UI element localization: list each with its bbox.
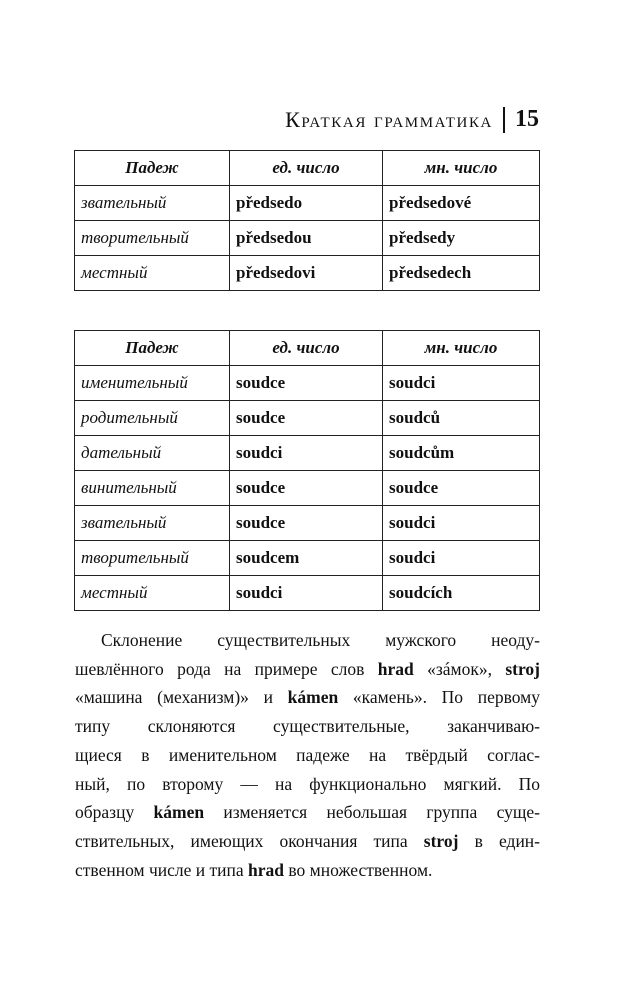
example-word: hrad	[248, 859, 284, 880]
plural-form: soudci	[383, 366, 540, 401]
text-line: образцу kámen изменяется небольшая группа суще-	[75, 802, 540, 823]
case-name: местный	[75, 256, 230, 291]
header-singular: ед. число	[230, 151, 383, 186]
example-word: kámen	[287, 687, 339, 708]
example-word: kámen	[153, 802, 205, 823]
table-row	[75, 186, 540, 221]
singular-form: soudci	[230, 436, 383, 471]
plural-form: předsedové	[383, 186, 540, 221]
case-name: звательный	[75, 186, 230, 221]
table-row	[75, 256, 540, 291]
table-row	[75, 401, 540, 436]
case-name: творительный	[75, 221, 230, 256]
plural-form: soudci	[383, 506, 540, 541]
table-row	[75, 506, 540, 541]
text-line: ственном числе и типа hrad во множественном.	[75, 859, 433, 880]
plural-form: soudců	[383, 401, 540, 436]
text-line: Склонение существительных мужского неоду-	[101, 630, 540, 650]
text-line: шевлённого рода на примере слов hrad «зáмок», stroj	[75, 658, 540, 679]
body-paragraph	[75, 626, 540, 884]
case-name: именительный	[75, 366, 230, 401]
header-singular: ед. число	[230, 331, 383, 366]
case-name: местный	[75, 576, 230, 611]
singular-form: soudce	[230, 471, 383, 506]
singular-form: předsedo	[230, 186, 383, 221]
singular-form: soudce	[230, 366, 383, 401]
text-line: ствительных, имеющих окончания типа stroj в един-	[75, 830, 540, 851]
text-line: типу склоняются существительные, заканчиваю-	[75, 716, 540, 737]
example-word: stroj	[423, 830, 459, 851]
case-name: родительный	[75, 401, 230, 436]
table-row	[75, 436, 540, 471]
table-row	[75, 576, 540, 611]
singular-form: soudce	[230, 401, 383, 436]
singular-form: soudci	[230, 576, 383, 611]
declension-table-2	[74, 330, 540, 611]
running-header	[285, 106, 539, 133]
case-name: винительный	[75, 471, 230, 506]
singular-form: soudce	[230, 506, 383, 541]
header-plural: мн. число	[383, 331, 540, 366]
singular-form: soudcem	[230, 541, 383, 576]
declension-table-1	[74, 150, 540, 291]
section-title: Краткая грамматика	[285, 106, 493, 132]
plural-form: soudce	[383, 471, 540, 506]
table-row	[75, 221, 540, 256]
table-row	[75, 471, 540, 506]
case-name: творительный	[75, 541, 230, 576]
header-plural: мн. число	[383, 151, 540, 186]
header-separator	[503, 107, 505, 133]
header-case: Падеж	[75, 151, 230, 186]
case-name: звательный	[75, 506, 230, 541]
table-row	[75, 366, 540, 401]
singular-form: předsedou	[230, 221, 383, 256]
header-case: Падеж	[75, 331, 230, 366]
text-line: ный, по второму — на функционально мягкий. По	[75, 773, 540, 794]
plural-form: předsedech	[383, 256, 540, 291]
example-word: hrad	[377, 658, 414, 679]
plural-form: soudcům	[383, 436, 540, 471]
table-header-row	[75, 331, 540, 366]
table-header-row	[75, 151, 540, 186]
text-line: щиеся в именительном падеже на твёрдый соглас-	[75, 744, 540, 765]
singular-form: předsedovi	[230, 256, 383, 291]
plural-form: soudci	[383, 541, 540, 576]
plural-form: soudcích	[383, 576, 540, 611]
case-name: дательный	[75, 436, 230, 471]
page-number: 15	[515, 106, 539, 132]
text-line: «машина (механизм)» и kámen «камень». По первому	[75, 687, 540, 708]
table-row	[75, 541, 540, 576]
plural-form: předsedy	[383, 221, 540, 256]
example-word: stroj	[505, 658, 540, 679]
